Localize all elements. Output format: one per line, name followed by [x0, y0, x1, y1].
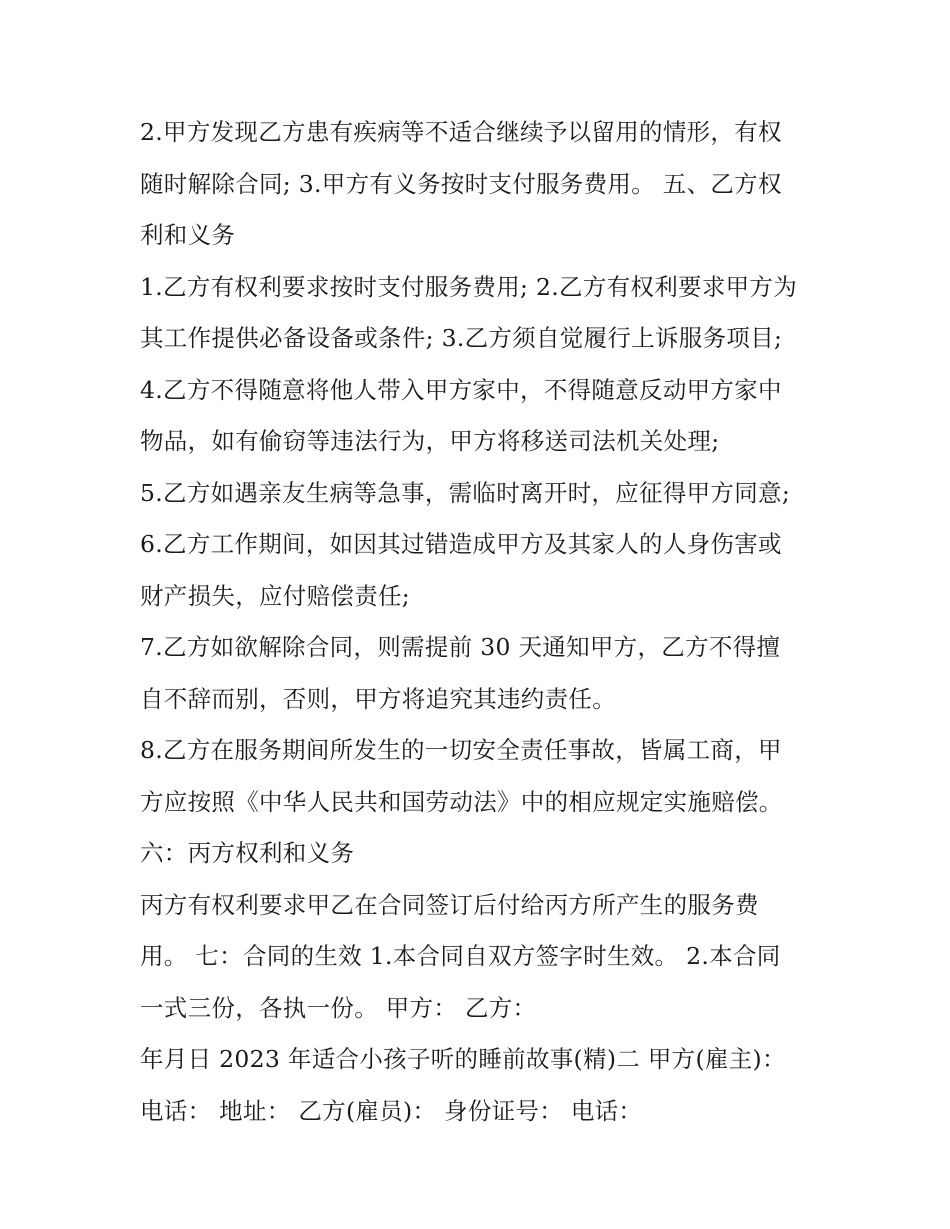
- text-line: 电话： 地址： 乙方(雇员)： 身份证号： 电话：: [140, 1096, 643, 1125]
- text-line: 4.乙方不得随意将他人带入甲方家中，不得随意反动甲方家中: [140, 375, 782, 404]
- text-line: 7.乙方如欲解除合同，则需提前 30 天通知甲方，乙方不得擅: [140, 633, 781, 661]
- text-line: 丙方有权利要求甲乙在合同签订后付给丙方所产生的服务费: [140, 890, 759, 919]
- text-line: 年月日 2023 年适合小孩子听的睡前故事(精)二 甲方(雇主)：: [140, 1045, 786, 1073]
- text-line: 8.乙方在服务期间所发生的一切安全责任事故，皆属工商，甲: [140, 736, 782, 764]
- text-line: 自不辞而别，否则，甲方将追究其违约责任。: [140, 684, 616, 713]
- text-line: 其工作提供必备设备或条件; 3.乙方须自觉履行上诉服务项目;: [140, 324, 783, 352]
- text-line: 利和义务: [140, 221, 236, 249]
- text-line: 财产损失，应付赔偿责任;: [140, 581, 411, 610]
- text-line: 1.乙方有权利要求按时支付服务费用; 2.乙方有权利要求甲方为: [140, 272, 798, 301]
- text-line: 一式三份，各执一份。 甲方： 乙方：: [140, 993, 537, 1022]
- text-line: 2.甲方发现乙方患有疾病等不适合继续予以留用的情形，有权: [140, 118, 782, 146]
- section-heading: 六：丙方权利和义务: [140, 839, 355, 867]
- text-line: 物品，如有偷窃等违法行为，甲方将移送司法机关处理;: [140, 427, 720, 455]
- text-line: 方应按照《中华人民共和国劳动法》中的相应规定实施赔偿。: [140, 787, 783, 816]
- text-line: 随时解除合同; 3.甲方有义务按时支付服务费用。 五、乙方权: [140, 169, 782, 198]
- text-line: 5.乙方如遇亲友生病等急事，需临时离开时，应征得甲方同意;: [140, 478, 791, 507]
- document-body: [140, 107, 820, 1137]
- text-line: 6.乙方工作期间，如因其过错造成甲方及其家人的人身伤害或: [140, 530, 782, 558]
- text-line: 用。 七：合同的生效 1.本合同自双方签字时生效。 2.本合同: [140, 942, 781, 970]
